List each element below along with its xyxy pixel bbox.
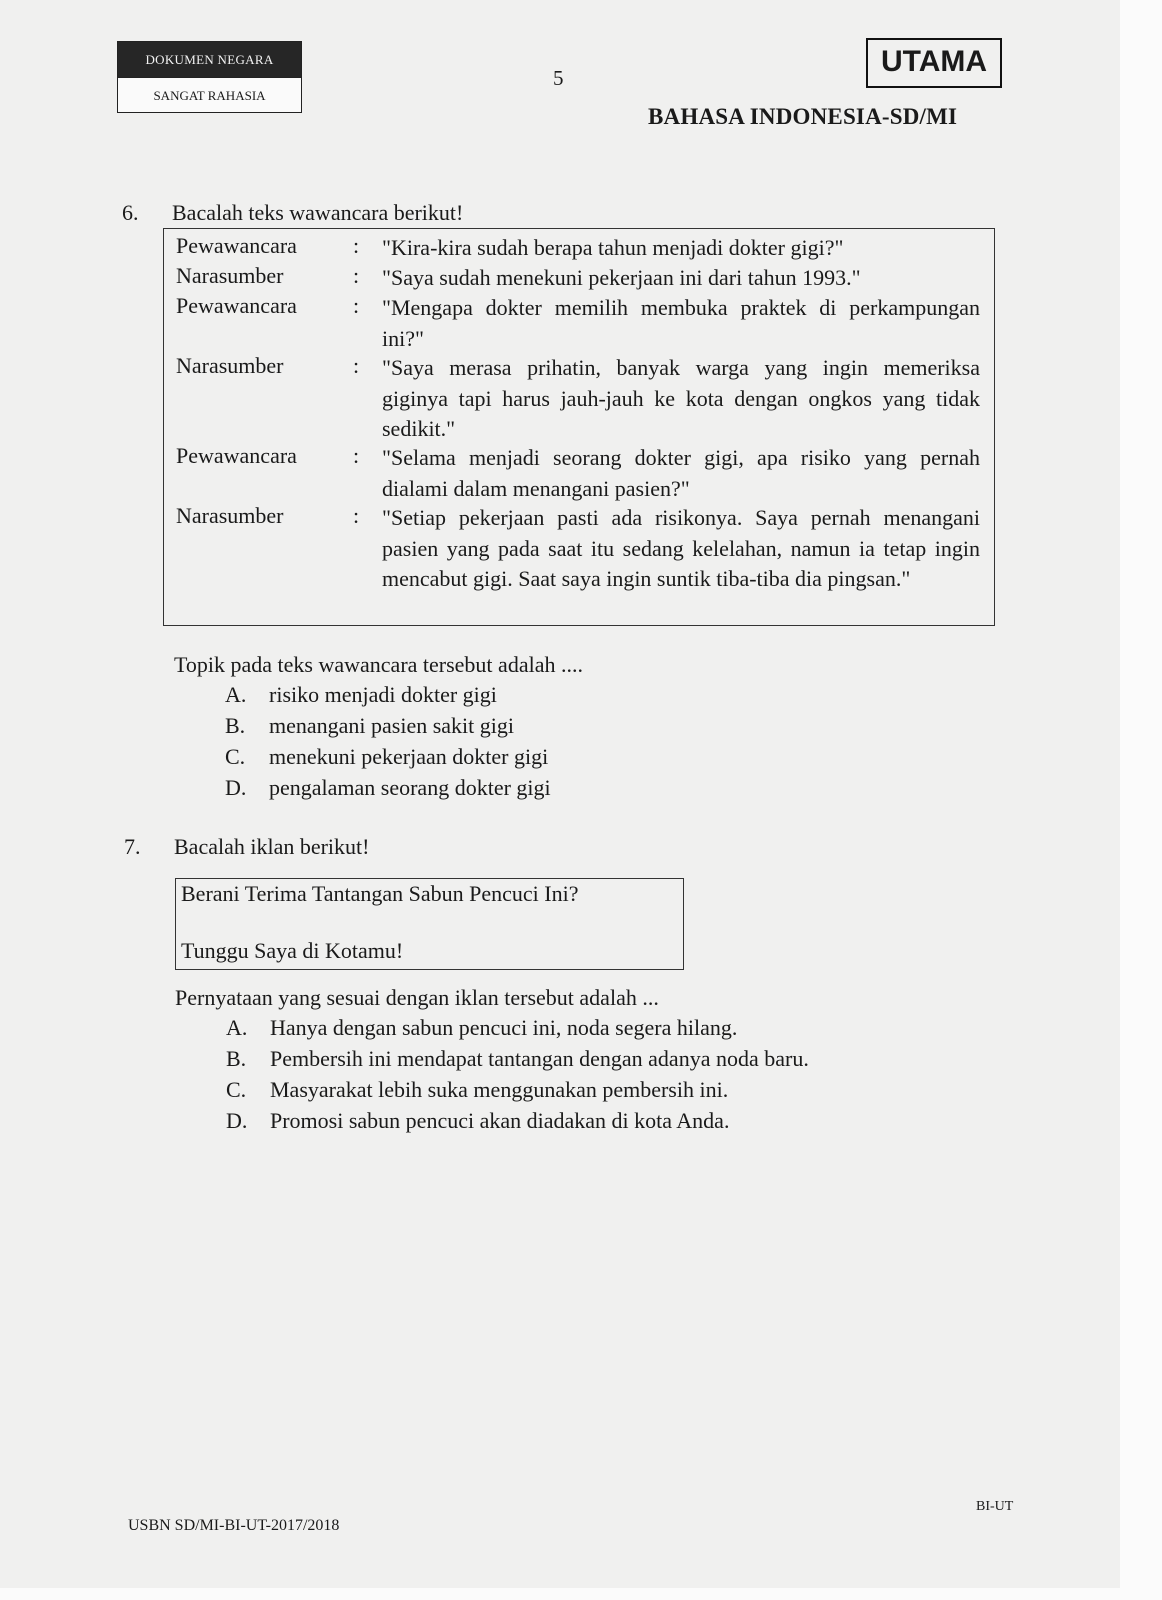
separator-colon: :: [353, 263, 360, 288]
separator-colon: :: [353, 293, 360, 318]
footer-page-code: BI-UT: [976, 1499, 1014, 1514]
option-text: menekuni pekerjaan dokter gigi: [269, 744, 549, 769]
stamp-secret-label: SANGAT RAHASIA: [118, 77, 301, 112]
separator-colon: :: [353, 443, 360, 468]
utterance-text: "Kira-kira sudah berapa tahun menjadi dokter gigi?": [382, 235, 844, 260]
option-b: [225, 713, 514, 739]
footer-exam-code: USBN SD/MI-BI-UT-2017/2018: [128, 1517, 340, 1534]
option-letter: D.: [225, 775, 247, 800]
option-letter: B.: [225, 713, 246, 738]
option-letter: A.: [226, 1015, 248, 1040]
separator-colon: :: [353, 233, 360, 258]
option-d: [225, 775, 551, 801]
classification-stamp: [117, 41, 302, 113]
separator-colon: :: [353, 353, 360, 378]
option-text: Masyarakat lebih suka menggunakan pembersih ini.: [270, 1077, 729, 1102]
utterance-text: "Setiap pekerjaan pasti ada risikonya. Saya pernah menangani pasien yang pada saat itu sedang kelelahan, namun ia tetap ingin mencabut gigi. Saat saya ingin suntik tiba-tiba dia pingsan.": [382, 505, 980, 591]
option-text: Promosi sabun pencuci akan diadakan di kota Anda.: [270, 1108, 730, 1133]
option-text: risiko menjadi dokter gigi: [269, 682, 497, 707]
question-6-number: 6.: [122, 200, 139, 225]
question-6-title: Bacalah teks wawancara berikut!: [172, 200, 464, 225]
utterance-text: "Saya merasa prihatin, banyak warga yang ingin memeriksa giginya tapi harus jauh-jauh ke kota dengan ongkos yang tidak sedikit.": [382, 355, 980, 441]
option-a: [226, 1015, 737, 1041]
option-letter: D.: [226, 1108, 248, 1133]
option-a: [225, 682, 497, 708]
ad-tagline: Tunggu Saya di Kotamu!: [181, 938, 404, 963]
speaker-label: Pewawancara: [176, 443, 297, 468]
question-7-number: 7.: [124, 834, 141, 859]
option-letter: C.: [226, 1077, 247, 1102]
option-text: pengalaman seorang dokter gigi: [269, 775, 551, 800]
option-letter: A.: [225, 682, 247, 707]
ad-headline: Berani Terima Tantangan Sabun Pencuci Ini?: [181, 881, 579, 906]
separator-colon: :: [353, 503, 360, 528]
stamp-document-label: DOKUMEN NEGARA: [118, 42, 301, 77]
speaker-label: Narasumber: [176, 503, 284, 528]
option-text: Hanya dengan sabun pencuci ini, noda segera hilang.: [270, 1015, 738, 1040]
utama-badge: UTAMA: [866, 38, 1002, 88]
bottom-strip: [0, 1588, 1162, 1600]
speaker-label: Narasumber: [176, 353, 284, 378]
page-number: 5: [553, 66, 564, 90]
option-d: [226, 1108, 729, 1134]
option-letter: B.: [226, 1046, 247, 1071]
utterance-text: "Saya sudah menekuni pekerjaan ini dari tahun 1993.": [382, 265, 861, 290]
question-7-title: Bacalah iklan berikut!: [174, 834, 370, 859]
page-edge: [1120, 0, 1162, 1600]
subject-title: BAHASA INDONESIA-SD/MI: [648, 104, 958, 129]
advertisement-box: [175, 878, 684, 970]
speaker-label: Pewawancara: [176, 233, 297, 258]
option-b: [226, 1046, 809, 1072]
option-text: menangani pasien sakit gigi: [269, 713, 514, 738]
question-7-stem: Pernyataan yang sesuai dengan iklan tersebut adalah ...: [175, 985, 659, 1010]
utterance-text: "Mengapa dokter memilih membuka praktek di perkampungan ini?": [382, 295, 980, 351]
question-6-stem: Topik pada teks wawancara tersebut adalah ....: [174, 652, 583, 677]
speaker-label: Narasumber: [176, 263, 284, 288]
utterance-text: "Selama menjadi seorang dokter gigi, apa risiko yang pernah dialami dalam menangani pasien?": [382, 445, 980, 501]
option-text: Pembersih ini mendapat tantangan dengan adanya noda baru.: [270, 1046, 809, 1071]
interview-box: [163, 228, 995, 626]
speaker-label: Pewawancara: [176, 293, 297, 318]
option-c: [226, 1077, 728, 1103]
option-letter: C.: [225, 744, 246, 769]
option-c: [225, 744, 548, 770]
